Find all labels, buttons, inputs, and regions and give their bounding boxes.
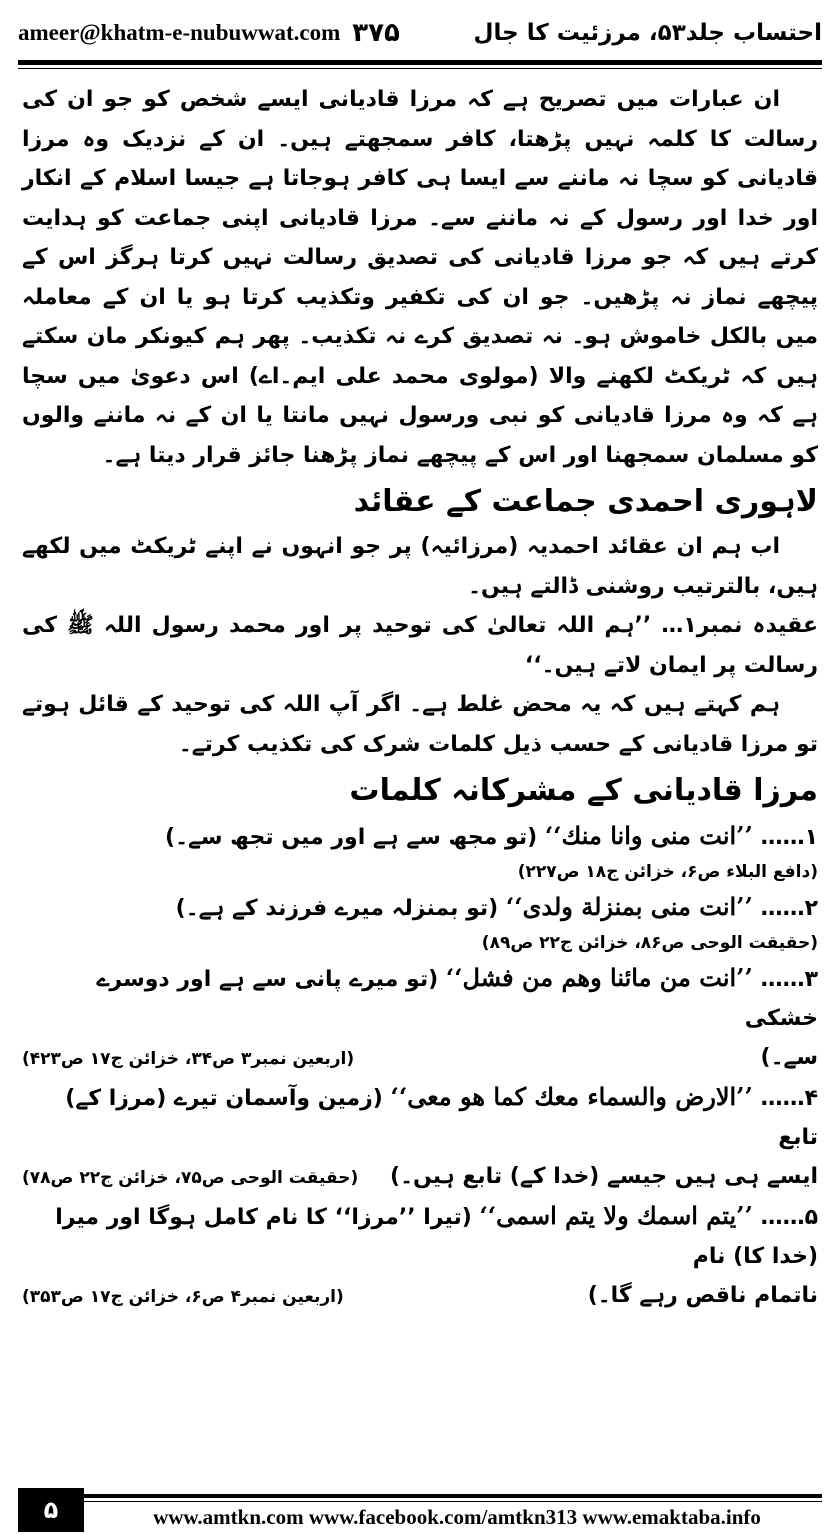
- item-reference: (حقیقت الوحی ص۸۶، خزائن ج۲۲ ص۸۹): [481, 933, 818, 953]
- item-urdu: (تو مجھ سے ہے اور میں تجھ سے۔): [165, 825, 538, 850]
- item-continuation: سے۔): [760, 1045, 818, 1070]
- item-reference: (دافع البلاء ص۶، خزائن ج۱۸ ص۲۲۷): [517, 862, 818, 882]
- item-urdu: (تو میرے پانی سے ہے اور دوسرے خشکی: [96, 967, 818, 1031]
- item-arabic: ’’انت من مائنا وهم من فشل‘‘: [445, 963, 753, 992]
- paragraph-2: اب ہم ان عقائد احمدیہ (مرزائیہ) پر جو انہوں نے اپنے ٹریکٹ میں لکھے ہیں، بالترتیب روشنی ڈالتے ہیں۔: [22, 534, 818, 599]
- sheet-number: ۵: [43, 1496, 59, 1524]
- item-arabic: ’’یتم اسمك ولا یتم اسمی‘‘: [479, 1201, 753, 1230]
- paragraph-1: ان عبارات میں تصریح ہے کہ مرزا قادیانی ایسے شخص کو جو ان کی رسالت کا کلمہ نہیں پڑھتا، کافر سمجھتے ہیں۔ ان کے نزدیک وہ مرزا قادیانی کو سچا نہ ماننے سے ایسا ہی کافر ہوجاتا ہے جیسا اسلام کے انکار اور خدا اور رسول کے نہ ماننے سے۔ مرزا قادیانی اپنی جماعت کو ہدایت کرتے ہیں کہ جو مرزا قادیانی کی تصدیق رسالت نہیں کرتا ہرگز اس کے پیچھے نماز نہ پڑھیں۔ جو ان کی تکفیر وتکذیب کرتا ہو یا ان کے معاملہ میں بالکل خاموش ہو۔ نہ تصدیق کرے نہ تکذیب۔ پھر ہم کیونکر مان سکتے ہیں کہ ٹریکٹ لکھنے والا (مولوی محمد علی ایم۔اے) اس دعویٰ میں سچا ہے کہ وہ مرزا قادیانی کو نبی ورسول نہیں مانتا یا ان کے نہ ماننے والوں کو مسلمان سمجھنا اور اس کے پیچھے نماز پڑھنا جائز قرار دیتا ہے۔: [22, 87, 818, 468]
- item-number: ۵……: [760, 1205, 818, 1230]
- header-email[interactable]: ameer@khatm-e-nubuwwat.com: [18, 20, 341, 45]
- item-number: ۱……: [760, 825, 818, 850]
- page-header: [18, 8, 822, 58]
- item-arabic: ’’انت منی بمنزلة ولدی‘‘: [505, 892, 753, 921]
- list-item: [22, 816, 818, 887]
- item-line: [22, 816, 818, 857]
- sheet-number-box: [18, 1488, 84, 1532]
- book-title: احتساب جلد۵۳، مرزئیت کا جال: [473, 20, 822, 46]
- item-number: ۳……: [760, 967, 818, 992]
- item-reference: (اربعین نمبر۴ ص۶، خزائن ج۱۷ ص۳۵۳): [22, 1287, 344, 1307]
- paragraph-3: ہم کہتے ہیں کہ یہ محض غلط ہے۔ اگر آپ اللہ کی توحید کے قائل ہوتے تو مرزا قادیانی کے حسب ذیل کلمات شرک کی تکذیب کرتے۔: [22, 692, 818, 757]
- footer-rule-thin: [18, 1501, 822, 1502]
- list-item: [22, 958, 818, 1077]
- item-continuation-row: [22, 1157, 818, 1196]
- item-arabic: ’’انت منی وانا منك‘‘: [544, 821, 753, 850]
- page-number: ۳۷۵: [352, 18, 400, 48]
- header-left: [18, 18, 400, 48]
- aqeeda-1: عقیدہ نمبر۱… ’’ہم اللہ تعالیٰ کی توحید پر اور محمد رسول اللہ ﷺ کی رسالت پر ایمان لاتے ہیں۔‘‘: [22, 613, 819, 678]
- footer-rule-thick: [18, 1494, 822, 1498]
- item-reference: (حقیقت الوحی ص۷۵، خزائن ج۲۲ ص۷۸): [22, 1168, 359, 1188]
- list-item: [22, 887, 818, 958]
- heading-shirk-words: مرزا قادیانی کے مشرکانہ کلمات: [349, 773, 818, 808]
- item-line: [22, 887, 818, 928]
- header-rule-thick: [18, 60, 822, 65]
- item-number: ۴……: [760, 1086, 818, 1111]
- list-item: [22, 1077, 818, 1196]
- page-content: [22, 80, 818, 1315]
- item-arabic: ’’الارض والسماء معك كما هو معی‘‘: [390, 1082, 753, 1111]
- item-reference: (اربعین نمبر۳ ص۳۴، خزائن ج۱۷ ص۴۲۳): [22, 1049, 355, 1069]
- item-line: [22, 958, 818, 1038]
- item-line: [22, 1077, 818, 1157]
- heading-lahori-beliefs: لاہوری احمدی جماعت کے عقائد: [353, 484, 818, 519]
- item-urdu: (تیرا ’’مرزا‘‘ کا نام کامل ہوگا اور میرا (خدا کا) نام: [55, 1205, 818, 1269]
- footer-links[interactable]: www.amtkn.com www.facebook.com/amtkn313 www.emaktaba.info: [153, 1505, 761, 1529]
- item-continuation-row: [22, 1038, 818, 1077]
- item-line: [22, 1196, 818, 1276]
- item-urdu: (تو بمنزلہ میرے فرزند کے ہے۔): [175, 896, 499, 921]
- list-item: [22, 1196, 818, 1315]
- item-urdu: (زمین وآسمان تیرے (مرزا کے) تابع: [65, 1086, 818, 1150]
- item-continuation: ایسے ہی ہیں جیسے (خدا کے) تابع ہیں۔): [390, 1164, 818, 1189]
- item-number: ۲……: [760, 896, 818, 921]
- header-rule-thin: [18, 68, 822, 69]
- item-continuation: ناتمام ناقص رہے گا۔): [587, 1283, 818, 1308]
- item-continuation-row: [22, 1276, 818, 1315]
